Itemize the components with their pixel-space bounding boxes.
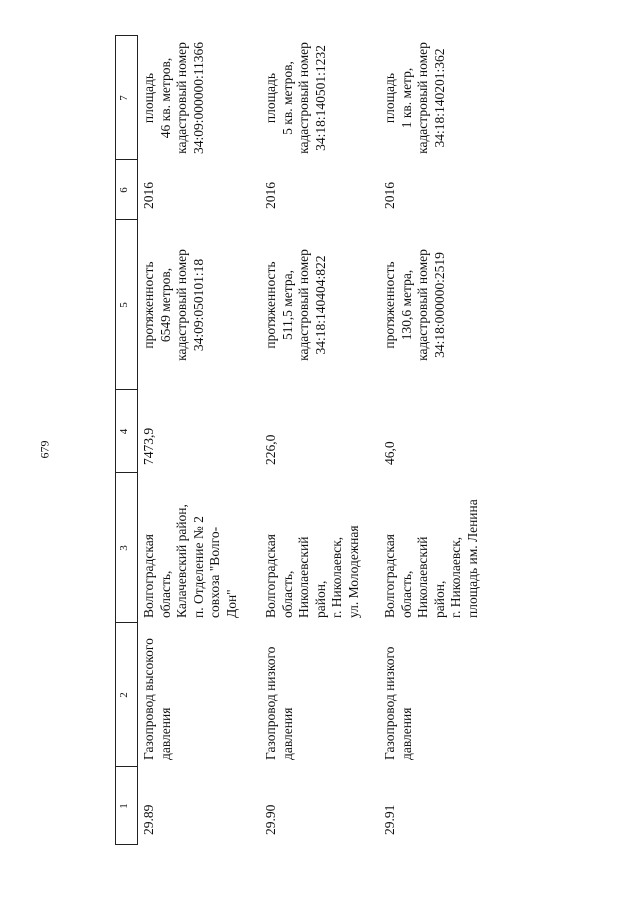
object-year: 2016 [263, 182, 278, 209]
address-line: Дон" [223, 589, 239, 618]
length-line: кадастровый номер [296, 249, 311, 361]
header-bottom-border [137, 35, 138, 845]
object-year: 2016 [382, 182, 397, 209]
address-line: область, [398, 570, 414, 618]
address-line: ул. Молодежная [345, 525, 361, 618]
object-name-line: давления [398, 707, 414, 760]
object-name-line: Газопровод низкого [382, 646, 397, 760]
address-line: Волгоградская [382, 534, 397, 618]
length-line: 34:18:000000:2519 [431, 252, 447, 358]
length-line: 34:09:050101:18 [190, 258, 206, 352]
area-line: площадь [141, 72, 156, 124]
header-col-5: 5 [118, 302, 130, 308]
area-line: 46 кв. метров, [157, 57, 173, 139]
address-line: Николаевский [415, 536, 430, 618]
object-address [382, 473, 481, 618]
address-line: площадь им. Ленина [464, 499, 480, 618]
area-line: площадь [382, 72, 397, 124]
length-line: 511,5 метра, [279, 270, 295, 340]
header-col-6: 6 [118, 187, 130, 193]
header-col-1: 1 [118, 803, 130, 809]
object-name-line: давления [279, 707, 295, 760]
address-line: Волгоградская [141, 534, 156, 618]
property-table [115, 35, 505, 845]
page-number: 679 [37, 440, 52, 459]
area-line: кадастровый номер [296, 42, 311, 154]
object-name [263, 620, 296, 760]
object-value: 7473,9 [141, 427, 156, 465]
address-line: область, [157, 570, 173, 618]
length-line: протяженность [141, 261, 156, 349]
object-area [263, 36, 329, 160]
header-col-3: 3 [118, 545, 130, 551]
length-line: 6549 метров, [157, 267, 173, 343]
table-top-border [115, 35, 116, 845]
row-number: 29.89 [141, 804, 156, 835]
object-year: 2016 [141, 182, 156, 209]
area-line: 34:18:140201:362 [431, 48, 447, 148]
length-line: протяженность [263, 261, 278, 349]
area-line: кадастровый номер [415, 42, 430, 154]
length-line: кадастровый номер [415, 249, 430, 361]
header-col-2: 2 [118, 692, 130, 698]
area-line: 1 кв. метр, [398, 67, 414, 129]
object-name-line: Газопровод низкого [263, 646, 278, 760]
area-line: площадь [263, 72, 278, 124]
row-number: 29.91 [382, 804, 397, 835]
object-area [141, 36, 207, 160]
object-address [263, 473, 362, 618]
row-number: 29.90 [263, 804, 278, 835]
object-length [263, 220, 329, 390]
header-col-4: 4 [118, 428, 130, 435]
length-line: протяженность [382, 261, 397, 349]
address-line: совхоза "Волго- [207, 526, 222, 618]
object-address [141, 473, 240, 618]
address-line: Калачевский район, [174, 504, 189, 618]
object-name [382, 620, 415, 760]
address-line: г. Николаевск, [448, 536, 463, 618]
object-length [141, 220, 207, 390]
length-line: 34:18:140404:822 [312, 255, 328, 355]
object-value: 46,0 [382, 441, 397, 465]
length-line: 130,6 метра, [398, 269, 414, 341]
object-name [141, 620, 174, 760]
object-name-line: Газопровод высокого [141, 638, 156, 760]
area-line: 5 кв. метров, [279, 61, 295, 135]
object-name-line: давления [157, 707, 173, 760]
address-line: область, [279, 570, 295, 618]
area-line: кадастровый номер [174, 42, 189, 154]
area-line: 34:09:000000:11366 [190, 42, 206, 155]
address-line: Волгоградская [263, 534, 278, 618]
area-line: 34:18:140501:1232 [312, 45, 328, 151]
length-line: кадастровый номер [174, 249, 189, 361]
address-line: район, [312, 580, 328, 618]
object-length [382, 220, 448, 390]
address-line: район, [431, 580, 447, 618]
header-col-7: 7 [118, 95, 130, 101]
object-area [382, 36, 448, 160]
address-line: г. Николаевск, [329, 536, 344, 618]
object-value: 226,0 [263, 434, 278, 465]
address-line: п. Отделение № 2 [190, 516, 206, 618]
address-line: Николаевский [296, 536, 311, 618]
